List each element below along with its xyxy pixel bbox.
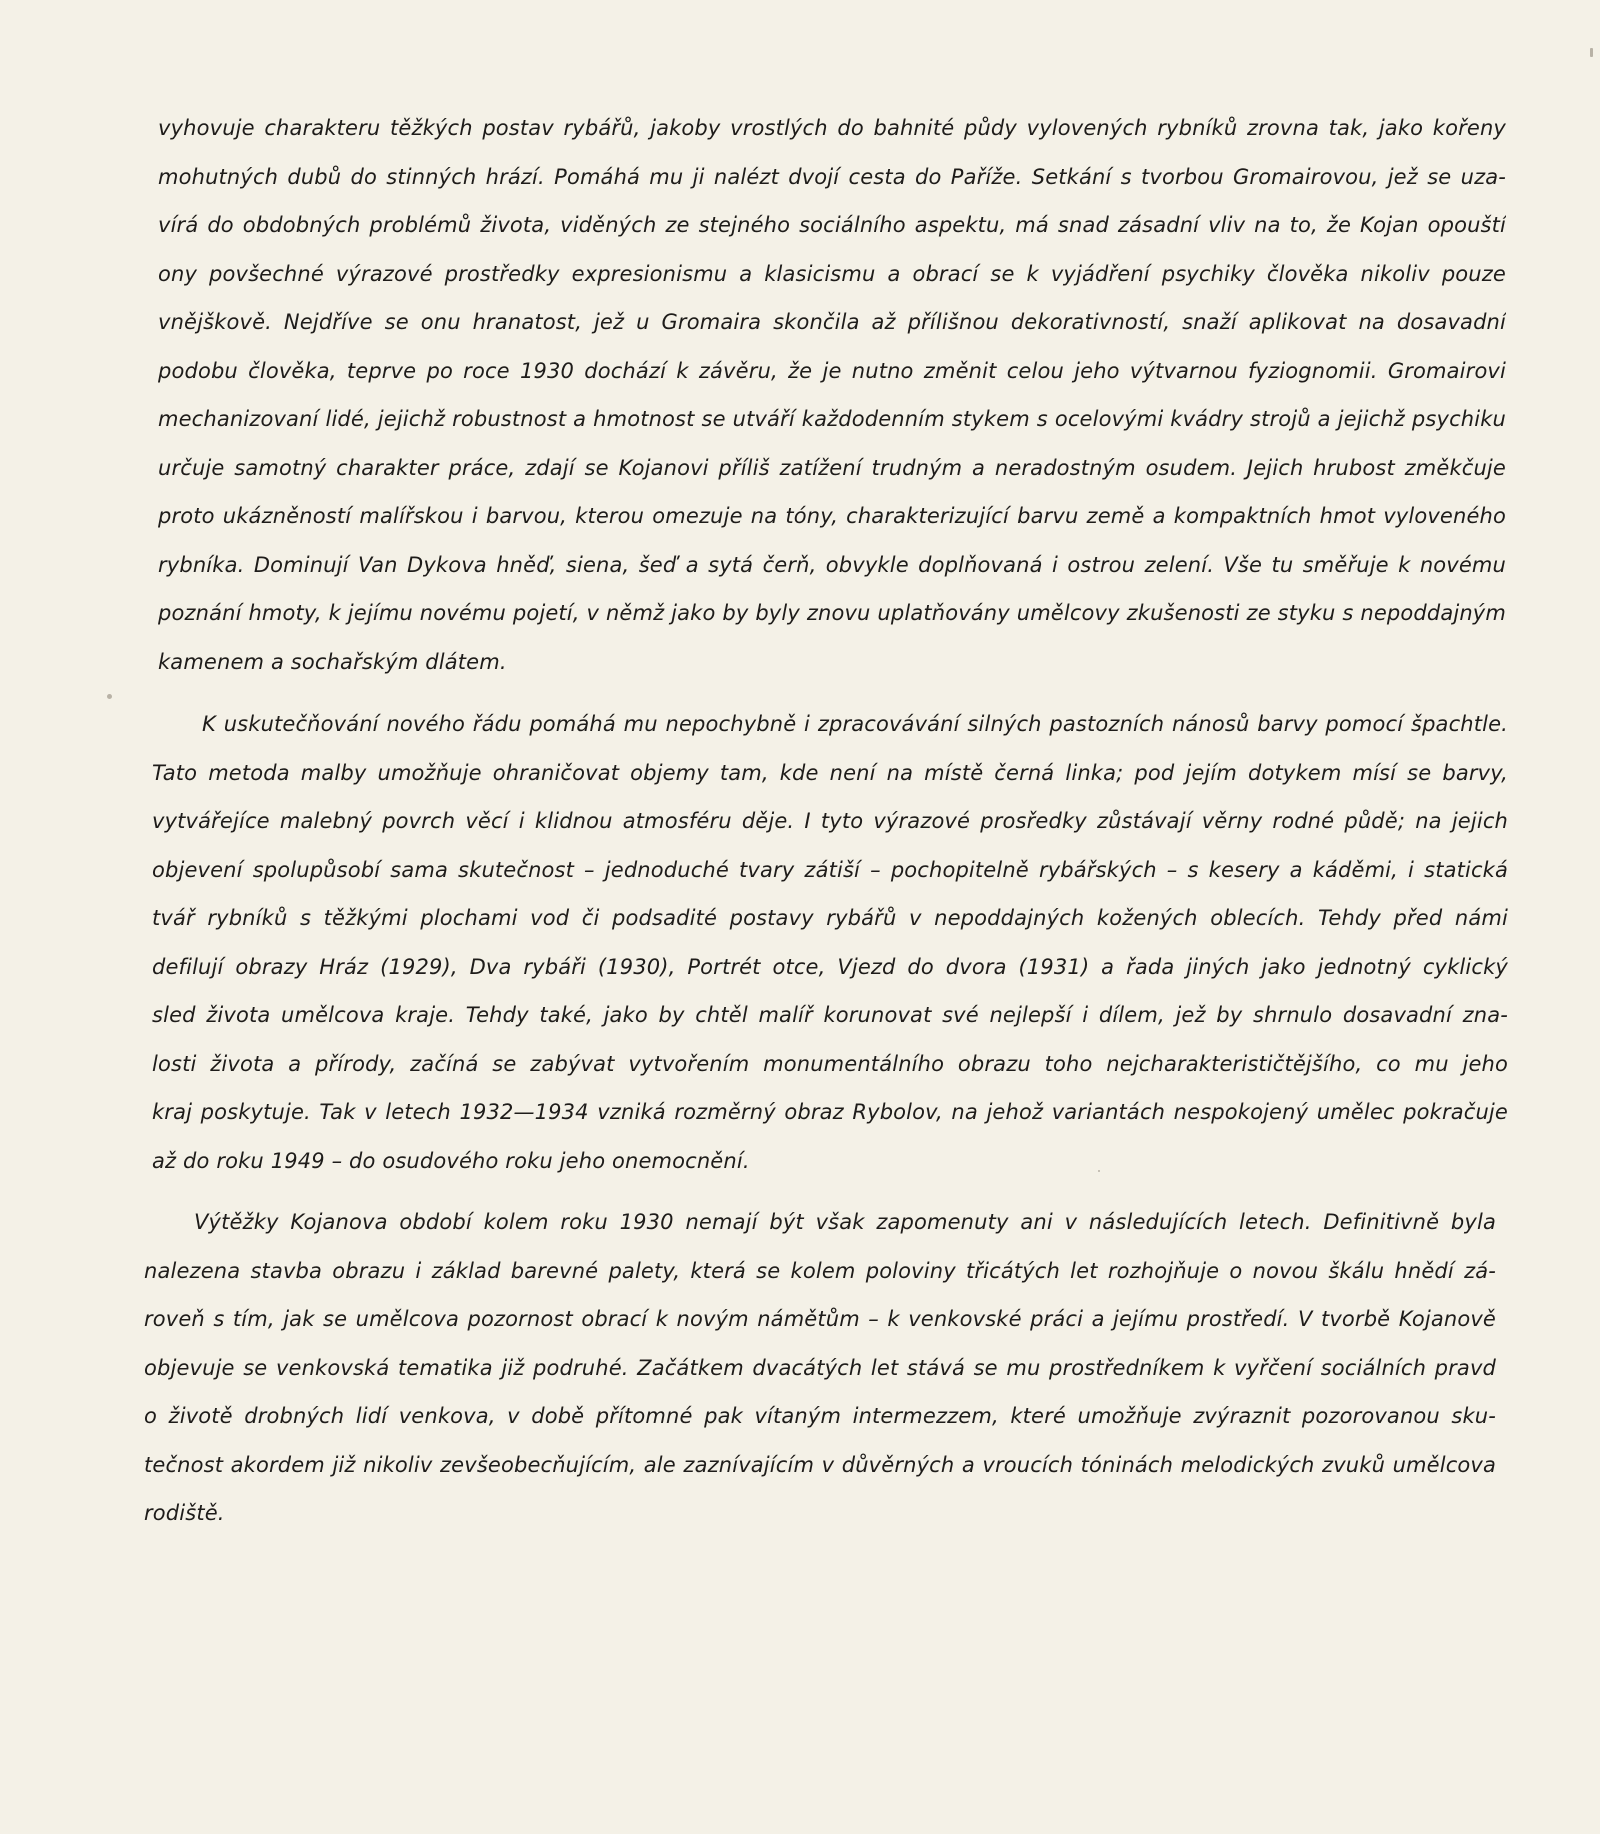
text-line: mechanizovaní lidé, jejichž robustnost a hmotnost se utváří každodenním stykem s ocelovými kvádry strojů a jejichž psychiku [158,407,1506,431]
paper-speck [1590,48,1593,57]
paragraph-2 [152,700,1508,1185]
paper-speck [107,694,112,699]
text-line: o životě drobných lidí venkova, v době přítomné pak vítaným intermezzem, které umožňuje zvýraznit pozorovanou sku- [144,1404,1496,1428]
text-line: rodiště. [144,1501,225,1525]
text-line: vnějškově. Nejdříve se onu hranatost, jež u Gromaira skončila až přílišnou dekorativností, snaží aplikovat na dosavadní [158,310,1506,334]
text-line: vírá do obdobných problémů života, viděných ze stejného sociálního aspektu, má snad zásadní vliv na to, že Kojan opouští [158,213,1506,237]
text-line: Tato metoda malby umožňuje ohraničovat objemy tam, kde není na místě černá linka; pod jejím dotykem mísí se barvy, [152,760,1508,785]
text-line: určuje samotný charakter práce, zdají se Kojanovi příliš zatížení trudným a neradostným osudem. Jejich hrubost změkčuje [158,455,1506,480]
text-line: kamenem a sochařským dlátem. [158,649,507,674]
text-line: objevuje se venkovská tematika již podruhé. Začátkem dvacátých let stává se mu prostředníkem k vyřčení sociálních pravd [144,1355,1496,1380]
text-line: defilují obrazy Hráz (1929), Dva rybáři (1930), Portrét otce, Vjezd do dvora (1931) a řada jiných jako jednotný cyklický [152,954,1508,979]
text-line: podobu člověka, teprve po roce 1930 dochází k závěru, že je nutno změnit celou jeho výtvarnou fyziognomii. Gromairovi [158,358,1506,383]
text-line: mohutných dubů do stinných hrází. Pomáhá mu ji nalézt dvojí cesta do Paříže. Setkání s tvorbou Gromairovou, jež se uza- [158,164,1506,189]
text-line: losti života a přírody, začíná se zabývat vytvořením monumentálního obrazu toho nejcharakterističtějšího, co mu jeho [152,1051,1508,1076]
text-line: poznání hmoty, k jejímu novému pojetí, v němž jako by byly znovu uplatňovány umělcovy zkušenosti ze styku s nepoddajným [158,601,1506,625]
text-line: až do roku 1949 – do osudového roku jeho onemocnění. [152,1148,750,1173]
text-line: tečnost akordem již nikoliv zevšeobecňujícím, ale zaznívajícím v důvěrných a vroucích tóninách melodických zvuků umělcova [144,1452,1496,1477]
text-line: proto ukázněností malířskou i barvou, kterou omezuje na tóny, charakterizující barvu země a kompaktních hmot vyloveného [158,504,1506,528]
text-line: roveň s tím, jak se umělcova pozornost obrací k novým námětům – k venkovské práci a jejímu prostředí. V tvorbě Kojanově [144,1307,1496,1331]
paragraph-1 [158,104,1506,686]
text-line: K uskutečňování nového řádu pomáhá mu nepochybně i zpracovávání silných pastozních nánosů barvy pomocí špachtle. [202,712,1508,736]
text-line: nalezena stavba obrazu i základ barevné palety, která se kolem poloviny třicátých let rozhojňuje o novou škálu hnědí zá- [144,1258,1496,1283]
text-line: vyhovuje charakteru těžkých postav rybářů, jakoby vrostlých do bahnité půdy vylovených rybníků zrovna tak, jako kořeny [158,116,1506,140]
text-line: vytvářejíce malebný povrch věcí i klidnou atmosféru děje. I tyto výrazové prosředky zůstávají věrny rodné půdě; na jejich [152,809,1508,833]
text-line: rybníka. Dominují Van Dykova hněď, siena, šeď a sytá čerň, obvykle doplňovaná i ostrou zelení. Vše tu směřuje k novému [158,552,1506,577]
text-line: tvář rybníků s těžkými plochami vod či podsadité postavy rybářů v nepoddajných kožených oblecích. Tehdy před námi [152,906,1508,930]
text-line: kraj poskytuje. Tak v letech 1932—1934 vzniká rozměrný obraz Rybolov, na jehož variantách nespokojený umělec pokračuje [152,1100,1508,1124]
paragraph-3 [144,1198,1496,1538]
text-line: sled života umělcova kraje. Tehdy také, jako by chtěl malíř korunovat své nejlepší i dílem, jež by shrnulo dosavadní zna- [152,1003,1508,1027]
text-line: Výtěžky Kojanova období kolem roku 1930 nemají být však zapomenuty ani v následujících letech. Definitivně byla [194,1210,1496,1234]
text-line: ony povšechné výrazové prostředky expresionismu a klasicismu a obrací se k vyjádření psychiky člověka nikoliv pouze [158,261,1506,286]
text-line: objevení spolupůsobí sama skutečnost – jednoduché tvary zátiší – pochopitelně rybářských – s kesery a káděmi, i statická [152,857,1508,882]
